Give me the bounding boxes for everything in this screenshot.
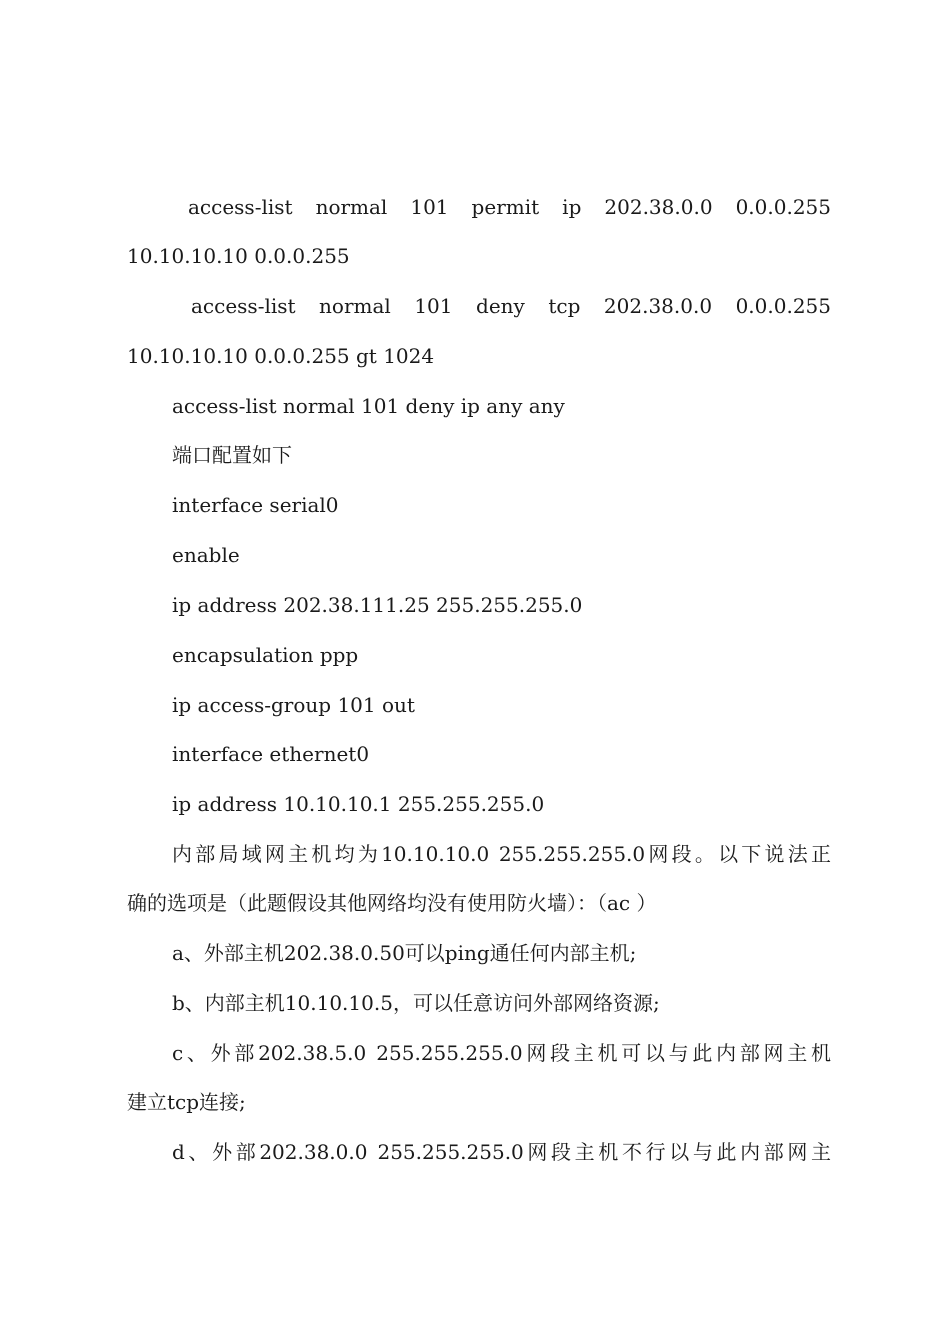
config-access-group: ip access-group 101 out — [172, 693, 415, 717]
acl-rule-deny-tcp-line-2: 10.10.10.10 0.0.0.255 gt 1024 — [127, 344, 435, 368]
config-enable: enable — [172, 543, 240, 567]
option-c-line-1: c、外部202.38.5.0 255.255.255.0网段主机可以与此内部网主机 — [172, 1041, 831, 1065]
config-ip-address-ethernet: ip address 10.10.10.1 255.255.255.0 — [172, 792, 545, 816]
option-b: b、内部主机10.10.10.5，可以任意访问外部网络资源; — [172, 991, 660, 1015]
acl-rule-permit-line-2: 10.10.10.10 0.0.0.255 — [127, 244, 350, 268]
acl-rule-permit-line-1: access-list normal 101 permit ip 202.38.0.0 0.0.0.255 — [188, 195, 831, 219]
config-ip-address-serial: ip address 202.38.111.25 255.255.255.0 — [172, 593, 583, 617]
acl-rule-deny-any: access-list normal 101 deny ip any any — [172, 394, 565, 418]
option-a: a、外部主机202.38.0.50可以ping通任何内部主机; — [172, 941, 637, 965]
acl-rule-deny-tcp-line-1: access-list normal 101 deny tcp 202.38.0.0 0.0.0.255 — [191, 294, 831, 318]
port-config-heading: 端口配置如下 — [172, 443, 292, 467]
question-text-line-1: 内部局域网主机均为10.10.10.0 255.255.255.0网段。以下说法正 — [172, 842, 831, 866]
option-d-line-1: d、外部202.38.0.0 255.255.255.0网段主机不行以与此内部网主 — [172, 1140, 831, 1164]
config-interface-serial: interface serial0 — [172, 493, 339, 517]
config-interface-ethernet: interface ethernet0 — [172, 742, 370, 766]
config-encapsulation: encapsulation ppp — [172, 643, 359, 667]
option-c-line-2: 建立tcp连接; — [127, 1090, 246, 1114]
question-text-line-2: 确的选项是（此题假设其他网络均没有使用防火墙）：（ac ） — [127, 891, 657, 915]
